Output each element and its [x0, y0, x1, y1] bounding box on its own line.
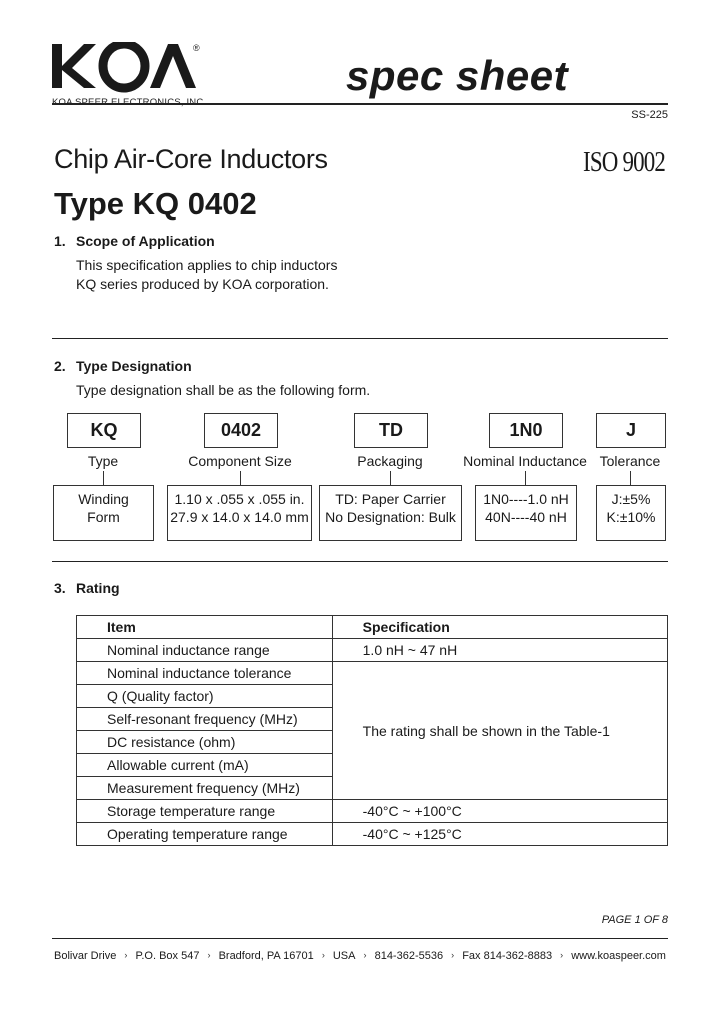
connector-line — [525, 471, 526, 485]
footer-fax: Fax 814-362-8883 — [462, 950, 553, 962]
row-spec: 1.0 nH ~ 47 nH — [332, 639, 667, 662]
column-header-item: Item — [77, 616, 333, 639]
row-item: Nominal inductance tolerance — [77, 662, 333, 685]
footer-separator: › — [451, 950, 455, 960]
rating-heading: 3. Rating — [54, 580, 120, 596]
footer-separator: › — [124, 950, 128, 960]
designation-intro: Type designation shall be as the following form. — [76, 382, 371, 398]
row-item: Self-resonant frequency (MHz) — [77, 708, 333, 731]
scope-heading: 1. Scope of Application — [54, 233, 215, 249]
desc-box-type: Winding Form — [53, 485, 154, 541]
page-title: Chip Air-Core Inductors — [54, 144, 328, 174]
type-title: Type KQ 0402 — [54, 186, 257, 221]
footer-phone: 814-362-5536 — [374, 950, 444, 962]
table-row — [77, 639, 668, 662]
page-number: PAGE 1 OF 8 — [601, 914, 668, 926]
row-item: Storage temperature range — [77, 800, 333, 823]
row-item: DC resistance (ohm) — [77, 731, 333, 754]
header-rule — [52, 103, 668, 105]
footer-street: Bolivar Drive — [54, 950, 117, 962]
row-item: Measurement frequency (MHz) — [77, 777, 333, 800]
desc-box-inductance: 1N0----1.0 nH 40N----40 nH — [475, 485, 577, 541]
doc-label: spec sheet — [346, 52, 569, 99]
designation-heading: 2. Type Designation — [54, 358, 192, 374]
koa-logo — [52, 42, 202, 94]
row-spec: -40°C ~ +100°C — [332, 800, 667, 823]
footer-separator: › — [321, 950, 325, 960]
doc-id: SS-225 — [631, 109, 668, 121]
footer-city: Bradford, PA 16701 — [218, 950, 314, 962]
table-header-row — [77, 616, 668, 639]
scope-line-1: This specification applies to chip inductors — [76, 257, 338, 273]
connector-line — [240, 471, 241, 485]
row-item: Nominal inductance range — [77, 639, 333, 662]
section-divider — [52, 561, 668, 562]
svg-text:®: ® — [193, 43, 200, 53]
footer-separator: › — [207, 950, 211, 960]
row-item: Operating temperature range — [77, 823, 333, 846]
desc-box-tolerance: J:±5% K:±10% — [596, 485, 666, 541]
table-row — [77, 800, 668, 823]
code-box-inductance: 1N0 — [489, 413, 563, 448]
table-row — [77, 823, 668, 846]
code-label-type: Type — [87, 453, 119, 469]
footer-po-box: P.O. Box 547 — [135, 950, 200, 962]
merged-spec-cell: The rating shall be shown in the Table-1 — [332, 662, 667, 800]
code-label-size: Component Size — [188, 453, 292, 469]
iso-certification: ISO 9002 — [583, 147, 666, 178]
code-box-type: KQ — [67, 413, 141, 448]
row-item: Allowable current (mA) — [77, 754, 333, 777]
desc-box-size: 1.10 x .055 x .055 in. 27.9 x 14.0 x 14.0 mm — [167, 485, 312, 541]
table-row — [77, 662, 668, 685]
scope-line-2: KQ series produced by KOA corporation. — [76, 276, 329, 292]
connector-line — [103, 471, 104, 485]
connector-line — [630, 471, 631, 485]
footer-website[interactable]: www.koaspeer.com — [571, 950, 666, 962]
row-spec: -40°C ~ +125°C — [332, 823, 667, 846]
code-box-tolerance: J — [596, 413, 666, 448]
code-label-packaging: Packaging — [357, 453, 423, 469]
code-label-inductance: Nominal Inductance — [463, 453, 587, 469]
column-header-specification: Specification — [332, 616, 667, 639]
rating-table — [76, 615, 668, 846]
code-box-size: 0402 — [204, 413, 278, 448]
footer-separator: › — [363, 950, 367, 960]
connector-line — [390, 471, 391, 485]
code-box-packaging: TD — [354, 413, 428, 448]
footer-separator: › — [560, 950, 564, 960]
footer-country: USA — [332, 950, 356, 962]
desc-box-packaging: TD: Paper Carrier No Designation: Bulk — [319, 485, 462, 541]
section-divider — [52, 338, 668, 339]
footer-address — [54, 950, 666, 962]
code-label-tolerance: Tolerance — [599, 453, 661, 469]
footer-rule — [52, 938, 668, 939]
row-item: Q (Quality factor) — [77, 685, 333, 708]
